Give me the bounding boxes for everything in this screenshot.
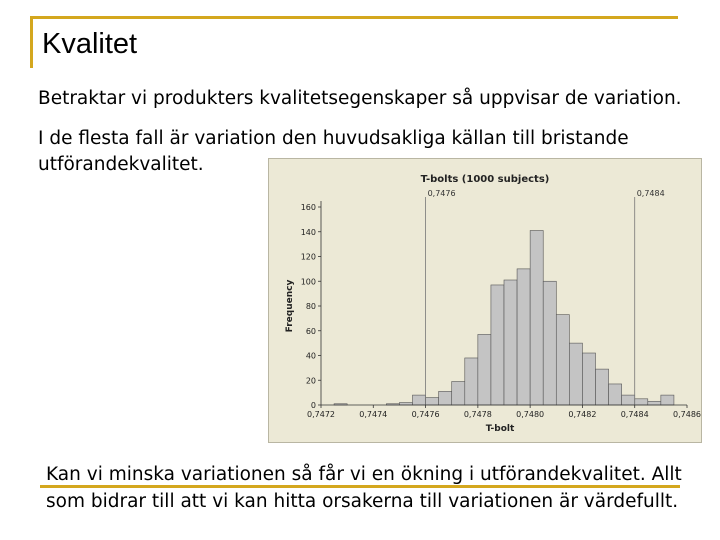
y-tick-label: 0 [310, 401, 316, 410]
bottom-accent-line [40, 485, 680, 488]
histogram-bar [465, 358, 478, 405]
x-tick-label: 0,7486 [673, 410, 701, 419]
histogram-bar [413, 395, 426, 405]
histogram-bar [556, 315, 569, 405]
y-tick-label: 140 [300, 227, 316, 237]
reference-line-label: 0,7484 [636, 189, 665, 198]
histogram-bar [543, 281, 556, 405]
x-tick-label: 0,7474 [359, 410, 388, 419]
y-tick-label: 100 [300, 277, 316, 287]
plot-area [301, 189, 701, 419]
slide-title: Kvalitet [42, 28, 138, 60]
histogram-bar [569, 343, 582, 405]
paragraph-variation: Betraktar vi produkters kvalitetsegenskaper så uppvisar de variation. [38, 88, 682, 109]
histogram-bar [504, 280, 517, 405]
histogram-bar [530, 231, 543, 405]
paragraph-reduce-variation: Kan vi minska variationen så får vi en ökning i utförandekvalitet. Allt som bidrar till att vi kan hitta orsakerna till variationen är värdefullt. [46, 464, 682, 512]
y-tick-label: 120 [300, 252, 316, 262]
histogram-bar [452, 381, 465, 405]
y-tick-label: 40 [305, 351, 316, 361]
histogram-bar [426, 398, 439, 405]
histogram-bar [478, 334, 491, 405]
histogram-bar [596, 369, 609, 405]
paragraph-main-source-line2: utförandekvalitet. [38, 154, 204, 175]
x-tick-label: 0,7480 [516, 410, 545, 419]
y-tick-label: 160 [300, 203, 316, 212]
y-axis-label: Frequency [285, 279, 295, 333]
histogram-bar [622, 395, 635, 405]
histogram-bar [582, 353, 595, 405]
histogram-panel [268, 158, 702, 443]
x-tick-label: 0,7478 [463, 410, 492, 419]
histogram-bar [648, 401, 661, 405]
chart-title: T-bolts (1000 subjects) [420, 174, 550, 185]
y-tick-label: 80 [305, 302, 316, 311]
x-tick-label: 0,7476 [411, 410, 440, 419]
y-tick-label: 20 [305, 376, 316, 386]
reference-line-label: 0,7476 [427, 189, 456, 198]
top-accent-line [30, 16, 678, 19]
x-tick-label: 0,7472 [307, 410, 335, 419]
x-tick-label: 0,7482 [568, 410, 597, 419]
histogram-bar [491, 285, 504, 405]
paragraph-main-source-line1: I de flesta fall är variation den huvudsakliga källan till bristande [38, 128, 629, 149]
t-bolt-histogram [269, 159, 701, 442]
x-tick-label: 0,7484 [620, 410, 649, 419]
histogram-bar [609, 384, 622, 405]
histogram-bar [661, 395, 674, 405]
histogram-bar [517, 269, 530, 405]
histogram-bar [439, 391, 452, 405]
x-axis-label: T-bolt [485, 424, 515, 434]
left-accent-line [30, 16, 33, 68]
histogram-bar [635, 399, 648, 405]
y-tick-label: 60 [305, 326, 316, 336]
